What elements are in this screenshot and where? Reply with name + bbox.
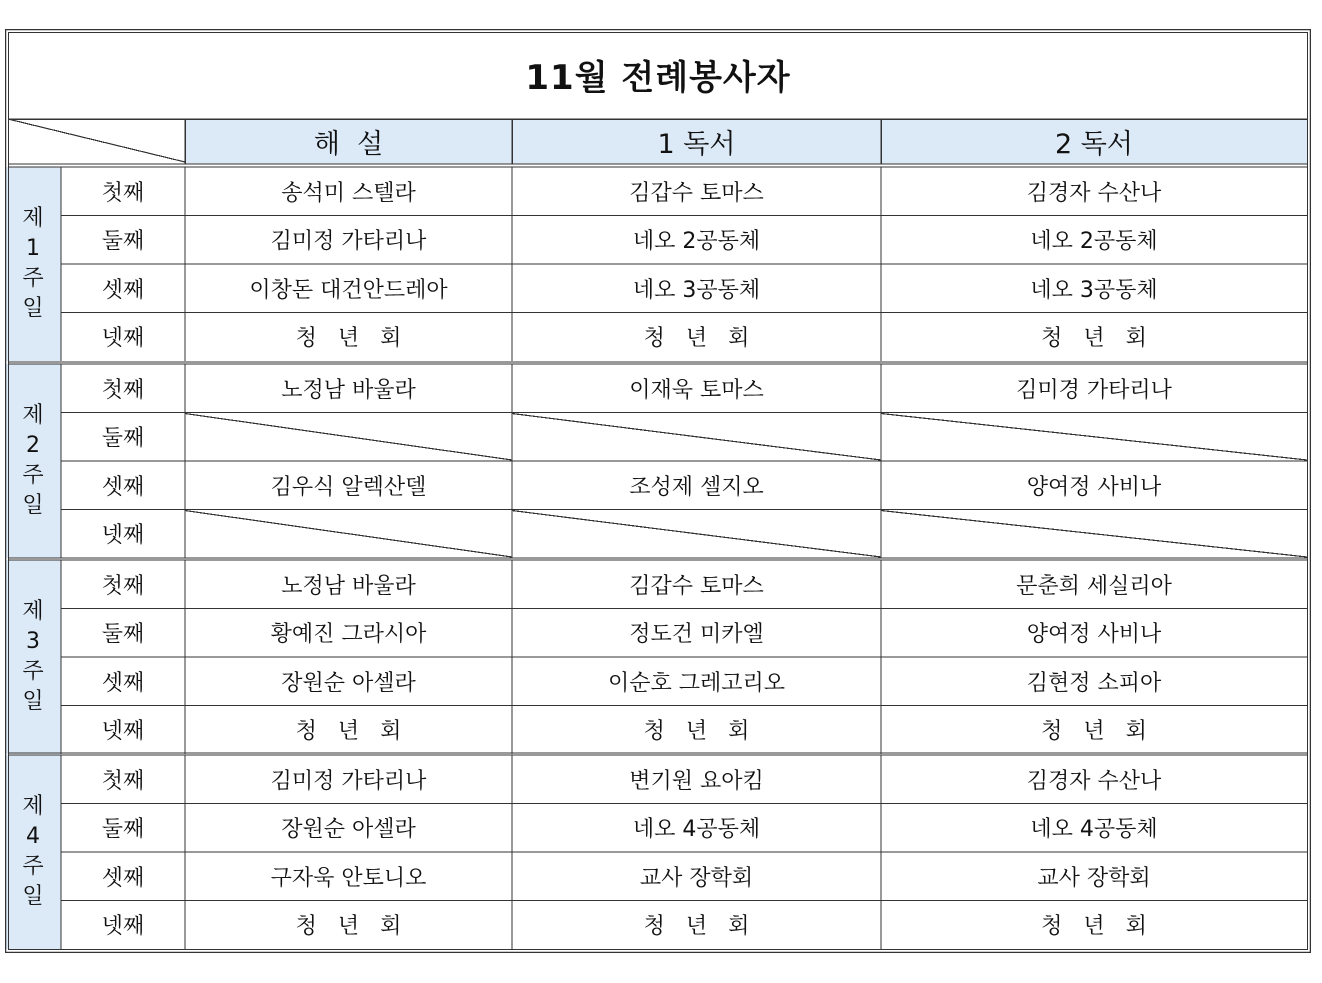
column-header-3: 2 독서 — [1055, 129, 1133, 160]
schedule-cell: 네오 4공동체 — [632, 817, 761, 843]
schedule-cell: 정도건 미카엘 — [629, 622, 764, 648]
schedule-cell: 양여정 사비나 — [1026, 622, 1162, 648]
schedule-cell: 청 년 회 — [643, 326, 750, 352]
page-title: 11월 전례봉사자 — [525, 57, 791, 98]
row-order-label: 넷째 — [101, 719, 145, 745]
empty-cell-diagonal — [512, 511, 881, 558]
week-label-char: 2 — [26, 433, 40, 458]
empty-cell-diagonal — [185, 511, 512, 558]
schedule-cell: 청 년 회 — [295, 326, 402, 352]
schedule-cell: 노정남 바울라 — [281, 377, 416, 403]
schedule-cell: 청 년 회 — [295, 719, 402, 745]
week-label-2 — [5, 364, 61, 558]
schedule-cell: 변기원 요아킴 — [629, 768, 764, 794]
row-order-label: 셋째 — [101, 865, 145, 891]
schedule-cell: 네오 3공동체 — [1030, 277, 1158, 303]
week-label-4 — [5, 755, 61, 949]
schedule-cell: 이창돈 대건안드레아 — [249, 277, 448, 303]
header-corner-diagonal — [8, 119, 185, 162]
schedule-cell: 문춘희 세실리아 — [1016, 573, 1172, 599]
row-order-label: 넷째 — [101, 523, 145, 549]
schedule-cell: 김갑수 토마스 — [629, 180, 764, 206]
schedule-cell: 교사 장학회 — [1037, 865, 1151, 891]
row-order-label: 첫째 — [101, 377, 145, 403]
row-order-label: 둘째 — [101, 817, 145, 843]
schedule-cell: 노정남 바울라 — [281, 573, 416, 599]
schedule-cell: 이재욱 토마스 — [629, 377, 764, 403]
row-order-label: 첫째 — [101, 180, 145, 206]
schedule-cell: 김미정 가타리나 — [270, 768, 427, 794]
column-header-1: 해 설 — [313, 129, 384, 160]
row-order-label: 셋째 — [101, 670, 145, 696]
schedule-cell: 청 년 회 — [1041, 914, 1147, 940]
empty-cell-diagonal — [512, 414, 881, 461]
schedule-cell: 교사 장학회 — [639, 865, 754, 891]
week-label-char: 제 — [22, 403, 44, 428]
row-order-label: 둘째 — [101, 229, 145, 255]
week-label-char: 제 — [22, 794, 44, 819]
week-label-char: 제 — [22, 206, 44, 231]
row-order-label: 첫째 — [101, 573, 145, 599]
schedule-cell: 청 년 회 — [1041, 326, 1147, 352]
schedule-cell: 네오 3공동체 — [632, 277, 761, 303]
week-label-char: 제 — [22, 599, 44, 624]
week-label-1 — [5, 167, 61, 361]
empty-cell-diagonal — [185, 414, 512, 461]
week-label-char: 3 — [26, 629, 40, 654]
schedule-cell: 김우식 알렉산델 — [270, 474, 427, 500]
row-order-label: 둘째 — [101, 622, 145, 648]
empty-cell-diagonal — [881, 511, 1307, 558]
week-label-char: 1 — [26, 236, 40, 261]
schedule-cell: 송석미 스텔라 — [281, 180, 416, 206]
week-label-char: 주 — [22, 463, 44, 488]
row-order-label: 넷째 — [101, 914, 145, 940]
week-label-3 — [5, 560, 61, 754]
schedule-cell: 황예진 그라시아 — [270, 622, 427, 648]
week-label-char: 주 — [22, 659, 44, 684]
week-label-char: 일 — [22, 493, 44, 518]
schedule-cell: 김갑수 토마스 — [629, 573, 764, 599]
schedule-cell: 김경자 수산나 — [1026, 768, 1162, 794]
schedule-cell: 김경자 수산나 — [1026, 180, 1162, 206]
schedule-cell: 이순호 그레고리오 — [607, 670, 785, 696]
schedule-cell: 청 년 회 — [643, 719, 750, 745]
row-order-label: 셋째 — [101, 474, 145, 500]
week-label-char: 일 — [22, 296, 44, 321]
column-header-2: 1 독서 — [657, 129, 736, 160]
week-label-char: 일 — [22, 884, 44, 909]
schedule-cell: 청 년 회 — [643, 914, 750, 940]
schedule-cell: 장원순 아셀라 — [281, 817, 416, 843]
row-order-label: 넷째 — [101, 326, 145, 352]
week-label-char: 일 — [22, 689, 44, 714]
week-label-char: 주 — [22, 266, 44, 291]
schedule-cell: 네오 4공동체 — [1030, 817, 1158, 843]
schedule-cell: 청 년 회 — [1041, 719, 1147, 745]
schedule-cell: 김현정 소피아 — [1026, 670, 1162, 696]
row-order-label: 첫째 — [101, 768, 145, 794]
schedule-cell: 김미정 가타리나 — [270, 229, 427, 255]
empty-cell-diagonal — [881, 414, 1307, 461]
week-label-char: 주 — [22, 854, 44, 879]
schedule-cell: 장원순 아셀라 — [281, 670, 416, 696]
schedule-cell: 청 년 회 — [295, 914, 402, 940]
schedule-cell: 네오 2공동체 — [1030, 229, 1158, 255]
row-order-label: 둘째 — [101, 426, 145, 452]
row-order-label: 셋째 — [101, 277, 145, 303]
week-label-char: 4 — [26, 824, 40, 849]
schedule-cell: 김미경 가타리나 — [1016, 377, 1172, 403]
schedule-cell: 양여정 사비나 — [1026, 474, 1162, 500]
schedule-cell: 구자욱 안토니오 — [270, 865, 427, 891]
schedule-cell: 조성제 셀지오 — [629, 474, 764, 500]
schedule-cell: 네오 2공동체 — [632, 229, 761, 255]
